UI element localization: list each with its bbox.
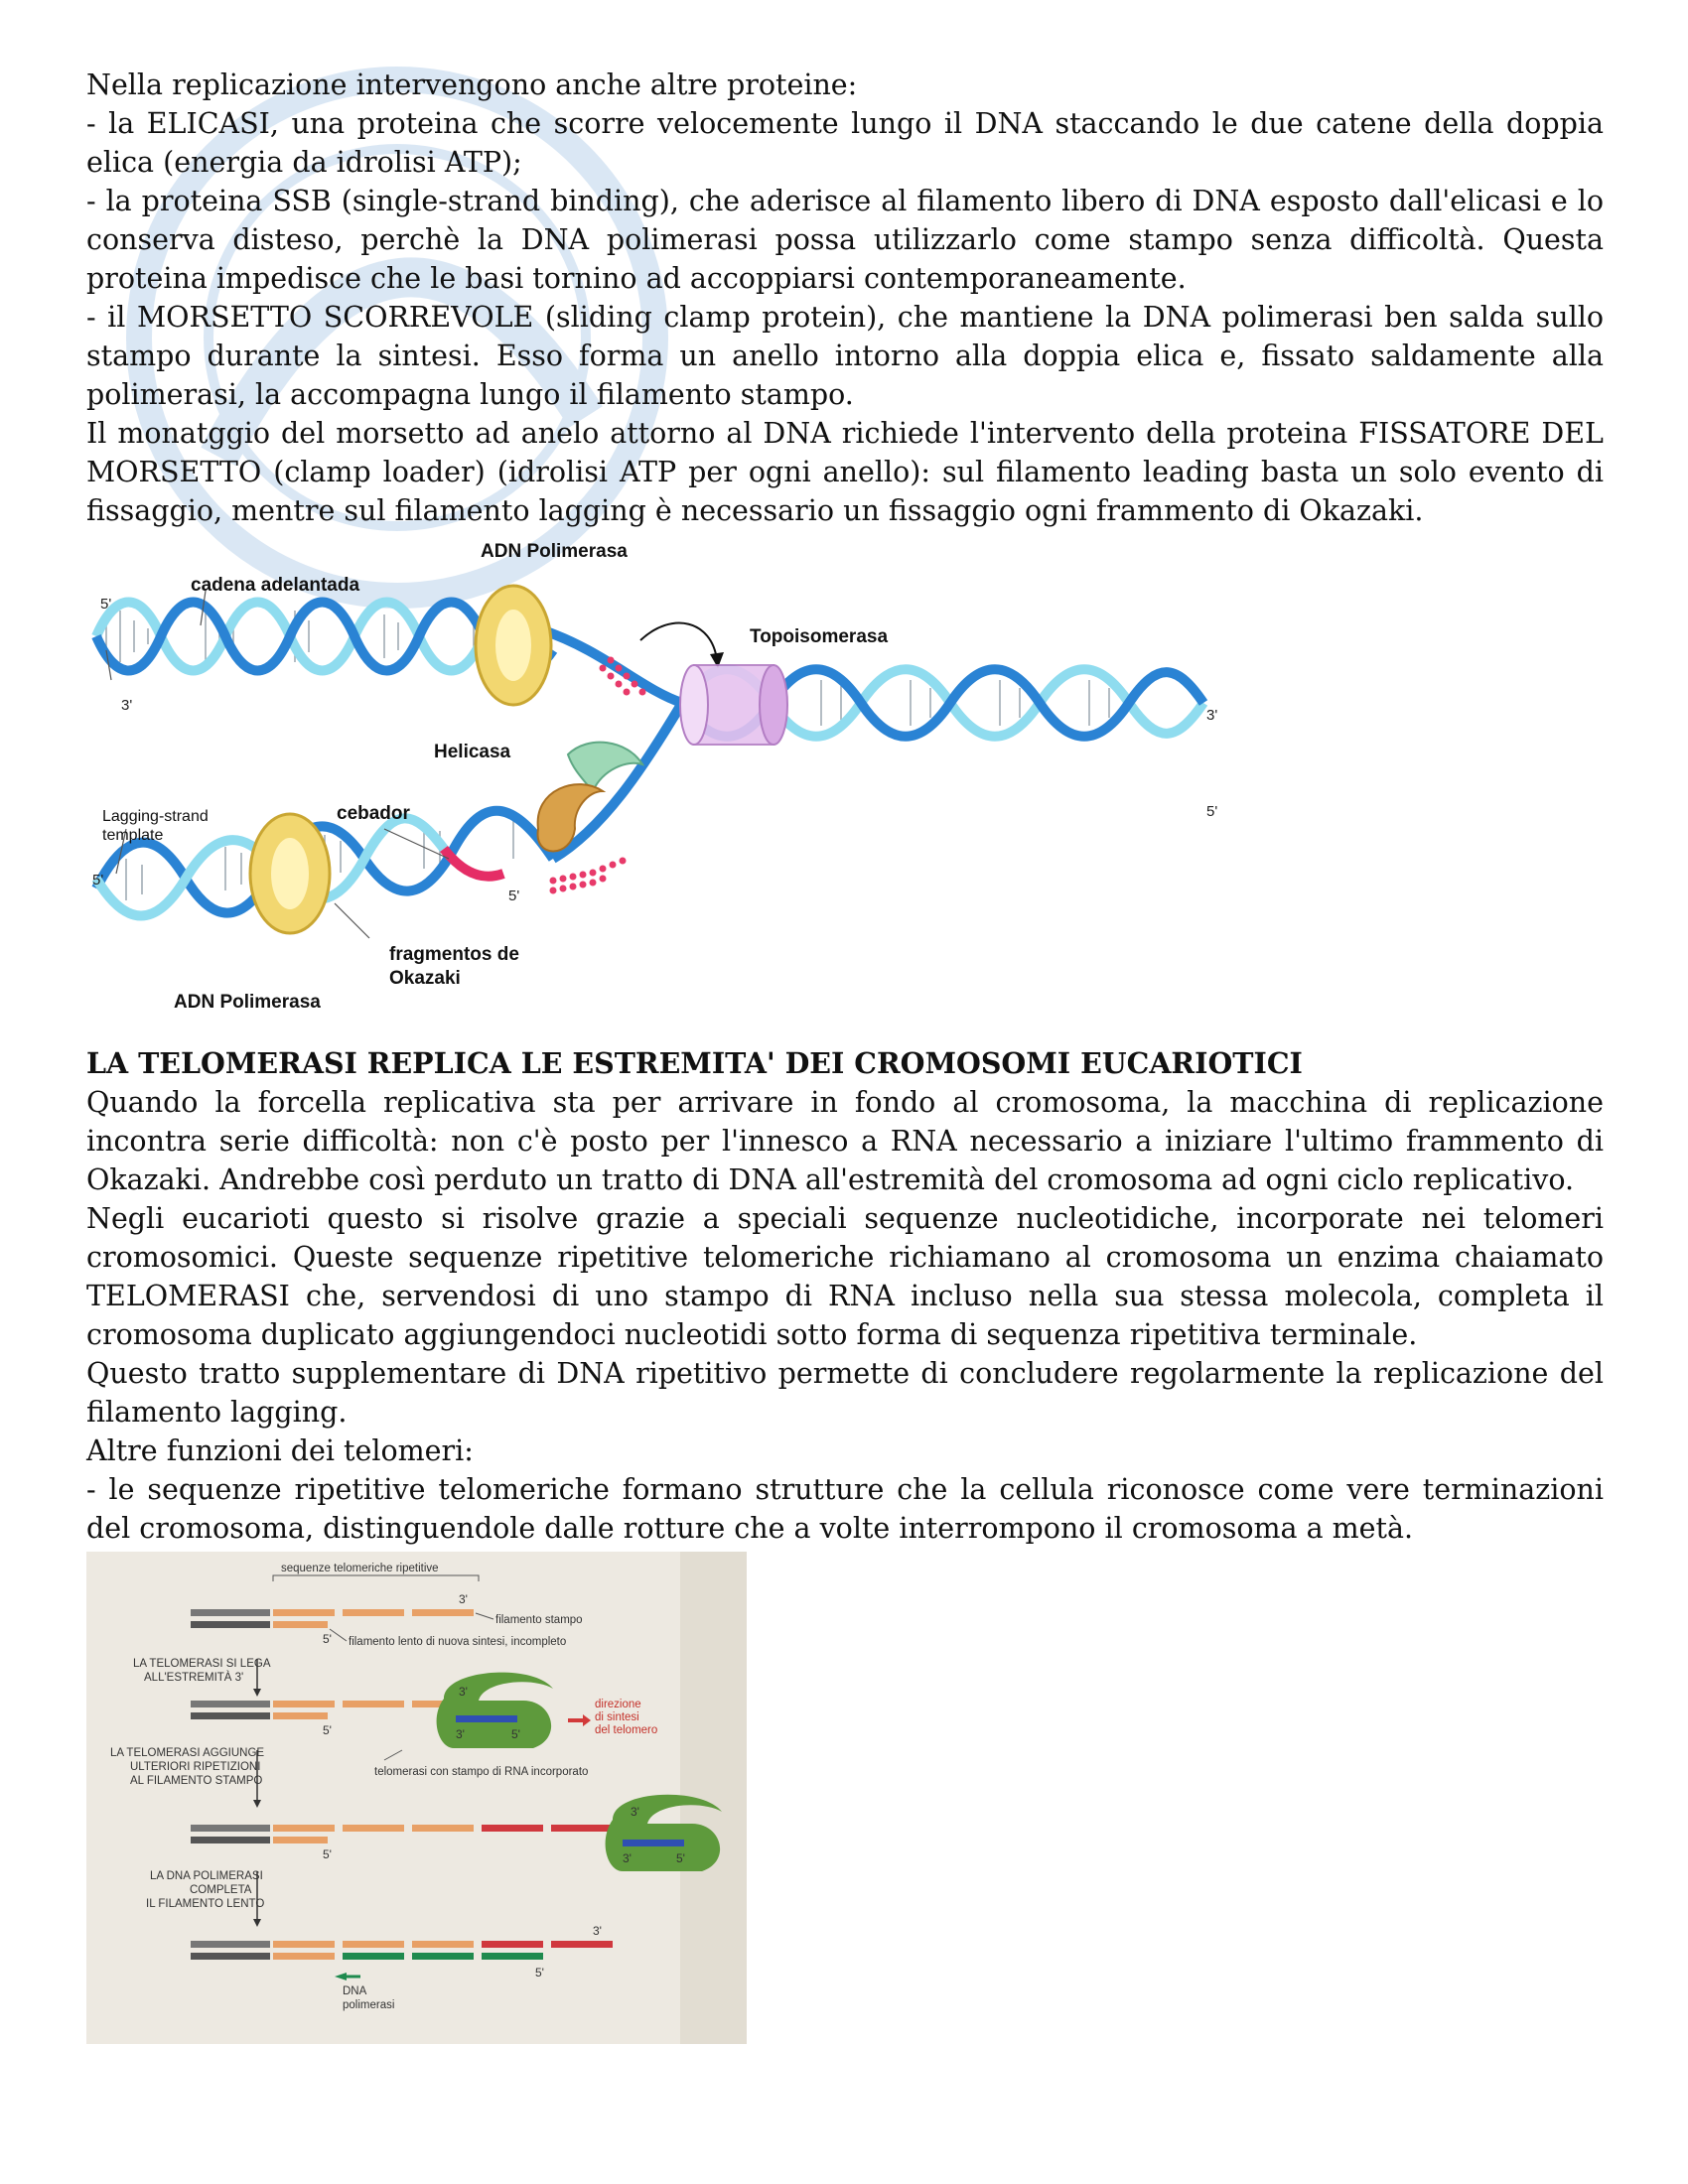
five-prime-label: 5' (323, 1632, 332, 1646)
telomerase-paragraph-3: Questo tratto supplementare di DNA ripetitivo permette di concludere regolarmente la replicazione del filamento lagging. (86, 1357, 1604, 1429)
five-prime-label: 5' (323, 1723, 332, 1737)
repeats-label: sequenze telomeriche ripetitive (281, 1563, 439, 1574)
telomerase-section (86, 1044, 1604, 1548)
five-prime-label: 5' (535, 1966, 544, 1979)
polymerase-bottom-label: ADN Polimerasa (174, 992, 321, 1013)
telomerase-figure (86, 1552, 747, 2044)
helicase-paragraph: - la ELICASI, una proteina che scorre velocemente lungo il DNA staccando le due catene della doppia elica (energia da idrolisi ATP); (86, 107, 1604, 179)
step3-label-3: IL FILAMENTO LENTO (146, 1898, 265, 1910)
direction-label-3: del telomero (595, 1724, 658, 1736)
dna-polymerase-label-2: polimerasi (343, 1999, 395, 2011)
three-prime-label: 3' (456, 1727, 465, 1741)
five-prime-label: 5' (1206, 803, 1218, 820)
direction-label-2: di sintesi (595, 1711, 639, 1723)
five-prime-label: 5' (508, 887, 520, 904)
five-prime-label: 5' (511, 1727, 520, 1741)
telomerase-paragraph-2: Negli eucarioti questo si risolve grazie a speciali sequenze nucleotidiche, incorporate nei telomeri cromosomici. Queste sequenze ripetitive telomeriche richiamano al cromosoma un enzima chaiamato TELOMERASI che, servendosi di uno stampo di RNA incluso nella sua stessa molecola, completa il cromosoma duplicato aggiungendoci nucleotidi sotto forma di sequenza ripetitiva terminale. (86, 1202, 1604, 1351)
primer-segment (444, 849, 503, 877)
topoisomerase-icon (680, 665, 787, 745)
lagging-template-label-1: Lagging-strand (102, 808, 209, 825)
lagging-template-label-2: template (102, 827, 164, 844)
five-prime-label: 5' (323, 1847, 332, 1861)
lagging-new-label: filamento lento di nuova sintesi, incompleto (349, 1636, 567, 1648)
three-prime-label: 3' (631, 1805, 639, 1819)
three-prime-label: 3' (459, 1592, 468, 1606)
replication-proteins-text (86, 66, 1604, 530)
primase-icon (538, 784, 603, 851)
polymerase-top-label: ADN Polimerasa (481, 541, 628, 562)
three-prime-label: 3' (623, 1851, 632, 1865)
clamp-paragraph: - il MORSETTO SCORREVOLE (sliding clamp protein), che mantiene la DNA polimerasi ben salda sullo stampo durante la sintesi. Esso forma un anello intorno alla doppia elica e, fissato saldamente alla polimerasi, la accompagna lungo il filamento stampo. (86, 301, 1604, 411)
three-prime-label: 3' (593, 1924, 602, 1938)
step1-label-1: LA TELOMERASI SI LEGA (133, 1658, 271, 1670)
direction-label-1: direzione (595, 1699, 641, 1710)
step1-label-2: ALL'ESTREMITÀ 3' (144, 1672, 244, 1684)
five-prime-label: 5' (92, 872, 104, 888)
three-prime-label: 3' (1206, 707, 1218, 724)
okazaki-label-2: Okazaki (389, 968, 461, 989)
template-strand-label: filamento stampo (495, 1614, 583, 1626)
dna-polymerase-label-1: DNA (343, 1985, 367, 1997)
okazaki-label-1: fragmentos de (389, 944, 519, 965)
section-heading: LA TELOMERASI REPLICA LE ESTREMITA' DEI CROMOSOMI EUCARIOTICI (86, 1046, 1303, 1080)
polymerase-top-icon (476, 586, 551, 705)
telomerase-paragraph-4: Altre funzioni dei telomeri: (86, 1434, 474, 1467)
topoisomerase-label: Topoisomerasa (750, 626, 889, 647)
leading-strand-label: cadena adelantada (191, 575, 360, 596)
step2-label-1: LA TELOMERASI AGGIUNGE (110, 1747, 265, 1759)
telomerase-label: telomerasi con stampo di RNA incorporato (374, 1766, 589, 1778)
three-prime-label: 3' (459, 1685, 468, 1699)
primer-label: cebador (337, 803, 410, 824)
step2-label-3: AL FILAMENTO STAMPO (130, 1775, 263, 1787)
clamp-loader-paragraph: Il monatggio del morsetto ad anelo attorno al DNA richiede l'intervento della proteina FISSATORE DEL MORSETTO (clamp loader) (idrolisi ATP per ogni anello): sul filamento leading basta un solo evento di fissaggio, mentre sul filamento lagging è necessario un fissaggio ogni frammento di Okazaki. (86, 417, 1604, 527)
telomerase-paragraph-1: Quando la forcella replicativa sta per arrivare in fondo al cromosoma, la macchina di replicazione incontra serie difficoltà: non c'è posto per l'innesco a RNA necessario a iniziare l'ultimo frammento di Okazaki. Andrebbe così perduto un tratto di DNA all'estremità del cromosoma ad ogni ciclo replicativo. (86, 1086, 1604, 1196)
helicase-label: Helicasa (434, 742, 511, 762)
rotation-arrow (640, 623, 717, 660)
five-prime-label: 5' (676, 1851, 685, 1865)
ssb-paragraph: - la proteina SSB (single-strand binding), che aderisce al filamento libero di DNA esposto dall'elicasi e lo conserva disteso, perchè la DNA polimerasi possa utilizzarlo come stampo senza difficoltà. Questa proteina impedisce che le basi tornino ad accoppiarsi contemporaneamente. (86, 185, 1604, 295)
step2-label-2: ULTERIORI RIPETIZIONI (130, 1761, 261, 1773)
step3-label-1: LA DNA POLIMERASI (150, 1870, 263, 1882)
polymerase-bottom-icon (250, 814, 330, 933)
step3-label-2: COMPLETA (190, 1884, 252, 1896)
three-prime-label: 3' (121, 697, 133, 714)
intro-paragraph: Nella replicazione intervengono anche altre proteine: (86, 68, 858, 101)
telomerase-paragraph-5: - le sequenze ripetitive telomeriche formano strutture che la cellula riconosce come vere terminazioni del cromosoma, distinguendole dalle rotture che a volte interrompono il cromosoma a metà. (86, 1473, 1604, 1545)
five-prime-label: 5' (100, 596, 112, 613)
replication-fork-figure (86, 531, 1238, 1027)
